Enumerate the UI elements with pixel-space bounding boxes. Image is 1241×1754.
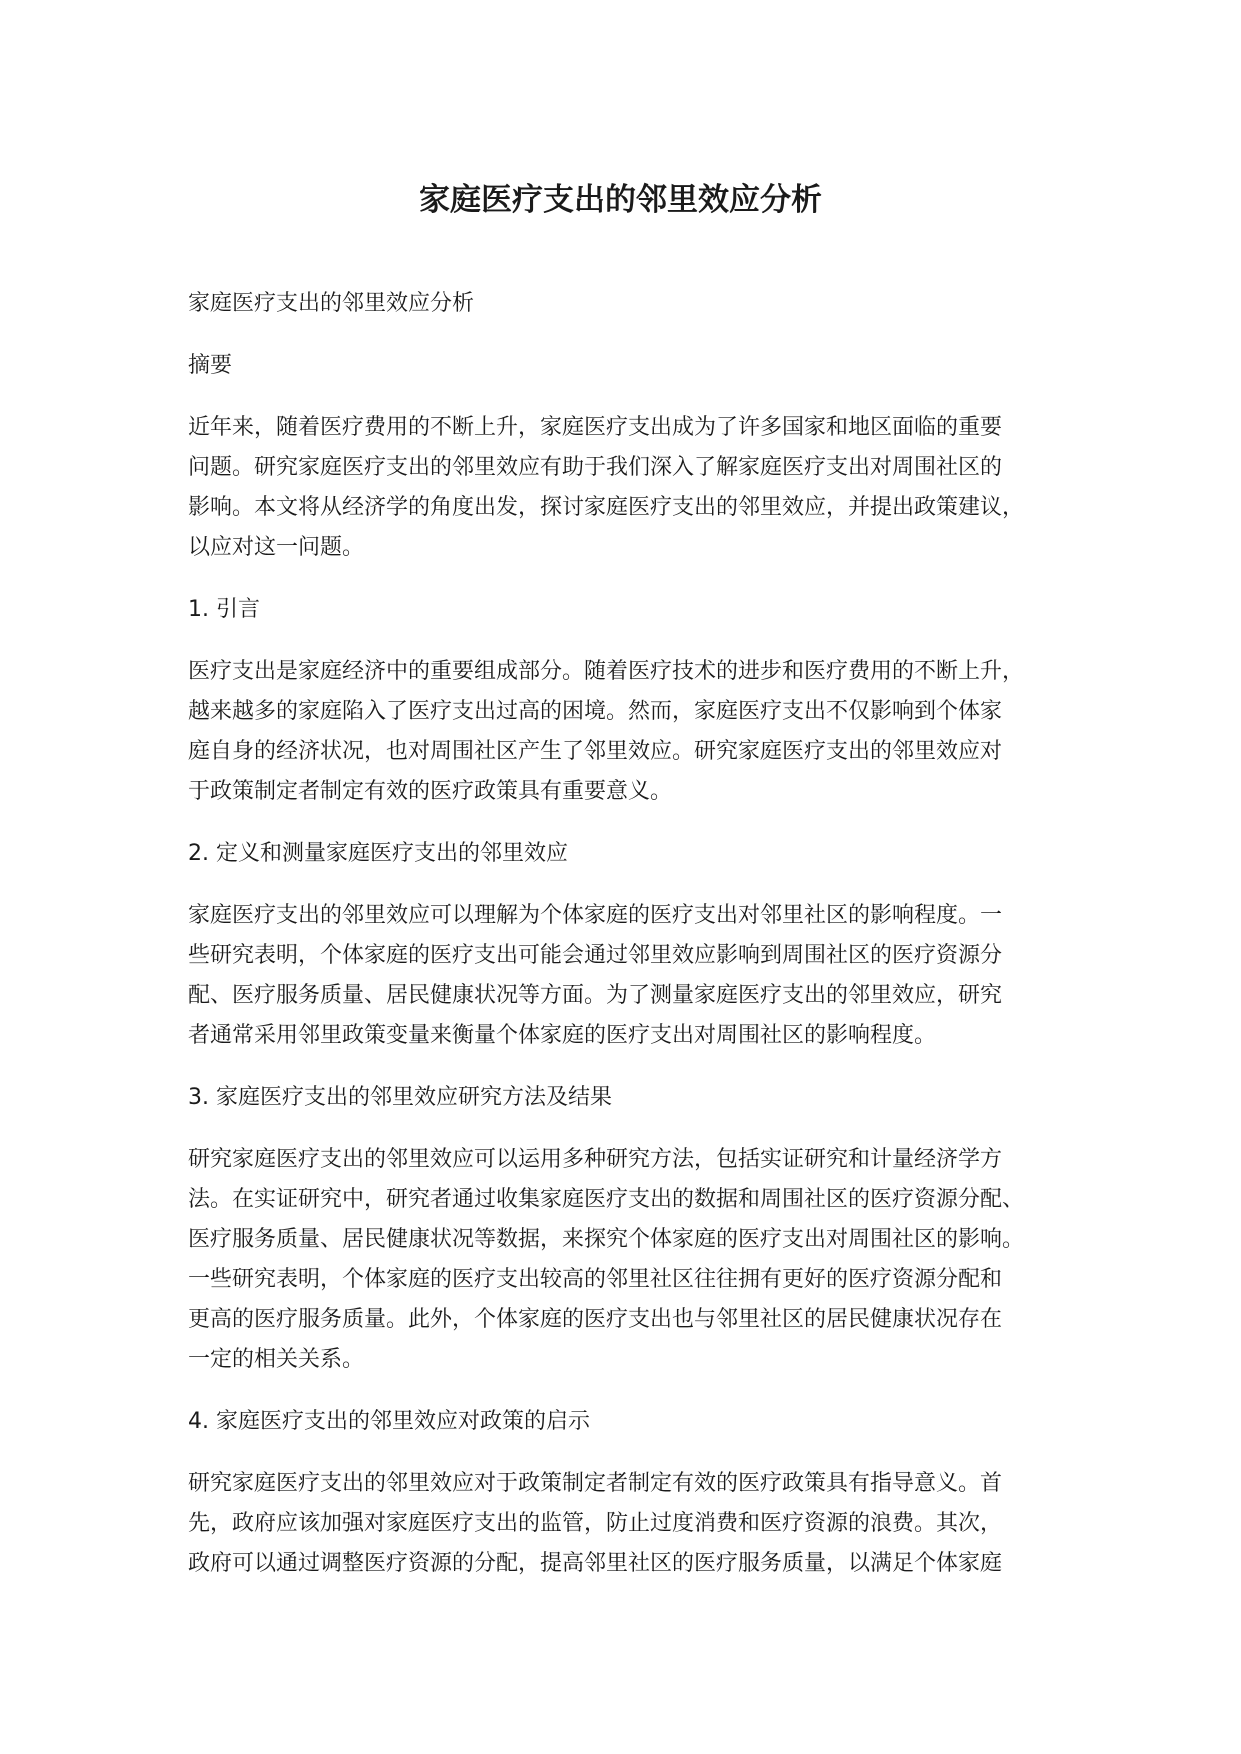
paragraph-line: 医疗支出是家庭经济中的重要组成部分。随着医疗技术的进步和医疗费用的不断上升， xyxy=(188,659,1025,684)
paragraph-line: 配、医疗服务质量、居民健康状况等方面。为了测量家庭医疗支出的邻里效应，研究 xyxy=(188,983,1003,1008)
document-body xyxy=(188,284,1078,1584)
abstract-paragraph xyxy=(188,408,1078,568)
paragraph-line: 更高的医疗服务质量。此外，个体家庭的医疗支出也与邻里社区的居民健康状况存在 xyxy=(188,1307,1003,1332)
paragraph-line: 医疗服务质量、居民健康状况等数据，来探究个体家庭的医疗支出对周围社区的影响。 xyxy=(188,1227,1025,1252)
paragraph-line: 政府可以通过调整医疗资源的分配，提高邻里社区的医疗服务质量，以满足个体家庭 xyxy=(188,1551,1003,1576)
paragraph-line: 家庭医疗支出的邻里效应可以理解为个体家庭的医疗支出对邻里社区的影响程度。一 xyxy=(188,903,1003,928)
paragraph-line: 于政策制定者制定有效的医疗政策具有重要意义。 xyxy=(188,779,673,804)
paragraph-line: 以应对这一问题。 xyxy=(188,535,365,560)
section-heading-introduction: 1. 引言 xyxy=(188,597,260,622)
abstract-heading: 摘要 xyxy=(188,353,233,378)
paragraph-line: 者通常采用邻里政策变量来衡量个体家庭的医疗支出对周围社区的影响程度。 xyxy=(188,1023,937,1048)
introduction-paragraph xyxy=(188,652,1078,812)
paragraph-line: 影响。本文将从经济学的角度出发，探讨家庭医疗支出的邻里效应，并提出政策建议， xyxy=(188,495,1025,520)
paragraph-line: 法。在实证研究中，研究者通过收集家庭医疗支出的数据和周围社区的医疗资源分配、 xyxy=(188,1187,1025,1212)
paragraph-line: 些研究表明，个体家庭的医疗支出可能会通过邻里效应影响到周围社区的医疗资源分 xyxy=(188,943,1003,968)
paragraph-line: 近年来，随着医疗费用的不断上升，家庭医疗支出成为了许多国家和地区面临的重要 xyxy=(188,415,1003,440)
section-heading-methods: 3. 家庭医疗支出的邻里效应研究方法及结果 xyxy=(188,1085,612,1110)
policy-paragraph xyxy=(188,1464,1078,1584)
document-subtitle: 家庭医疗支出的邻里效应分析 xyxy=(188,291,475,316)
paragraph-line: 庭自身的经济状况，也对周围社区产生了邻里效应。研究家庭医疗支出的邻里效应对 xyxy=(188,739,1003,764)
section-heading-definition: 2. 定义和测量家庭医疗支出的邻里效应 xyxy=(188,841,568,866)
section-heading-policy: 4. 家庭医疗支出的邻里效应对政策的启示 xyxy=(188,1409,590,1434)
paragraph-line: 一些研究表明，个体家庭的医疗支出较高的邻里社区往往拥有更好的医疗资源分配和 xyxy=(188,1267,1003,1292)
document-title: 家庭医疗支出的邻里效应分析 xyxy=(419,182,822,218)
methods-paragraph xyxy=(188,1140,1078,1380)
paragraph-line: 研究家庭医疗支出的邻里效应可以运用多种研究方法，包括实证研究和计量经济学方 xyxy=(188,1147,1003,1172)
definition-paragraph xyxy=(188,896,1078,1056)
paragraph-line: 越来越多的家庭陷入了医疗支出过高的困境。然而，家庭医疗支出不仅影响到个体家 xyxy=(188,699,1003,724)
paragraph-line: 一定的相关关系。 xyxy=(188,1347,365,1372)
paragraph-line: 先，政府应该加强对家庭医疗支出的监管，防止过度消费和医疗资源的浪费。其次， xyxy=(188,1511,1003,1536)
paragraph-line: 问题。研究家庭医疗支出的邻里效应有助于我们深入了解家庭医疗支出对周围社区的 xyxy=(188,455,1003,480)
paragraph-line: 研究家庭医疗支出的邻里效应对于政策制定者制定有效的医疗政策具有指导意义。首 xyxy=(188,1471,1003,1496)
